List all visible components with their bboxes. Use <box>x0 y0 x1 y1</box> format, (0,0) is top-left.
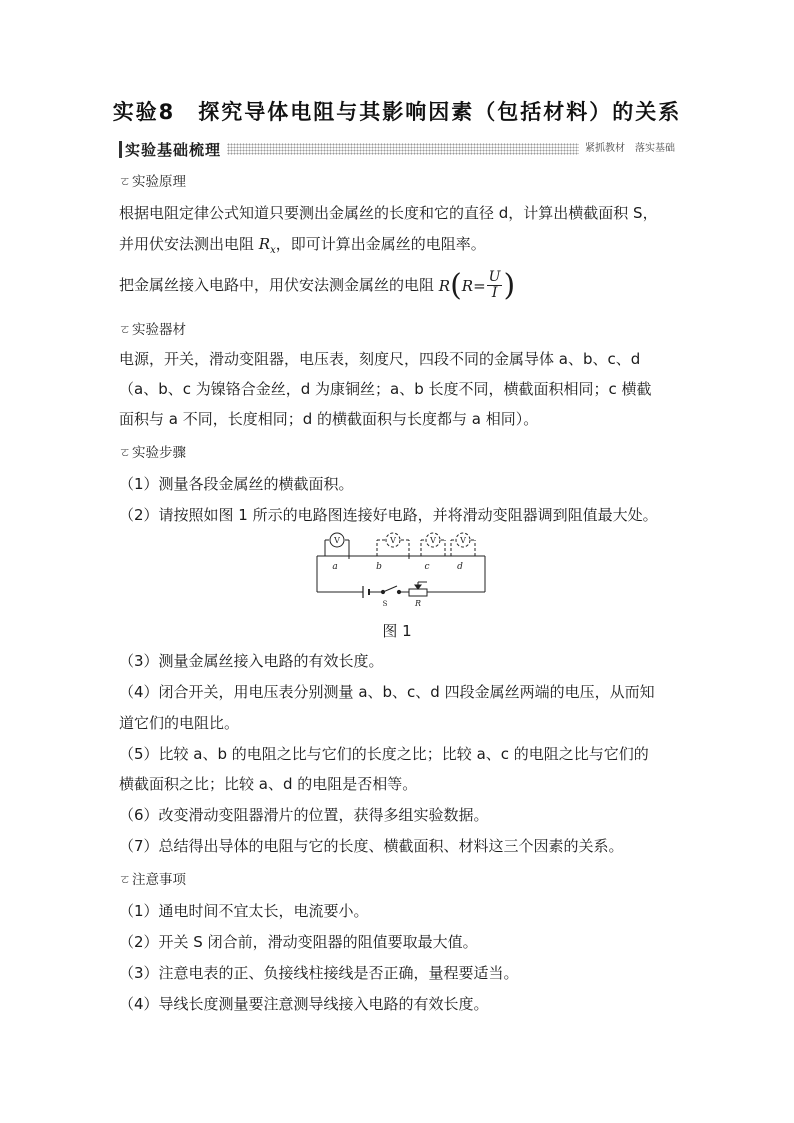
step-7: （7）总结得出导体的电阻与它的长度、横截面积、材料这三个因素的关系。 <box>119 837 624 855</box>
step-3: （3）测量金属丝接入电路的有效长度。 <box>119 652 384 670</box>
heading-steps-label: 实验步骤 <box>132 445 187 461</box>
sprout-icon: ㄛ <box>119 444 132 459</box>
step-2: （2）请按照如图 1 所示的电路图连接好电路，并将滑动变阻器调到阻值最大处。 <box>119 506 658 524</box>
materials-line-3: 面积与 a 不同，长度相同；d 的横截面积与长度都与 a 相同）。 <box>119 410 539 428</box>
voltmeter-label: V <box>460 536 466 545</box>
heading-notes <box>119 868 186 888</box>
step-1: （1）测量各段金属丝的横截面积。 <box>119 475 354 493</box>
page-title: 实验8 探究导体电阻与其影响因素（包括材料）的关系 <box>112 100 682 124</box>
switch-blade <box>383 586 397 592</box>
formula-fraction <box>487 270 503 301</box>
materials-line-1: 电源，开关，滑动变阻器，电压表，刻度尺，四段不同的金属导体 a、b、c、d <box>119 350 641 368</box>
segment-a-label: a <box>332 562 338 572</box>
formula-lhs: R <box>438 276 451 295</box>
sprout-icon: ㄛ <box>119 871 132 886</box>
principle-line-1: 根据电阻定律公式知道只要测出金属丝的长度和它的直径 d，计算出横截面积 S， <box>119 204 658 222</box>
ohm-formula: R ( R= $\frac{U}{I}$ ) <box>438 267 516 303</box>
band-bar <box>119 141 122 158</box>
note-4: （4）导线长度测量要注意测导线接入电路的有效长度。 <box>119 995 489 1013</box>
formula-numerator: U <box>488 269 501 285</box>
step-4-line-2: 道它们的电阻比。 <box>119 714 240 732</box>
section-band <box>119 140 675 158</box>
note-2: （2）开关 S 闭合前，滑动变阻器的阻值要取最大值。 <box>119 933 478 951</box>
switch-label: S <box>382 600 388 608</box>
formula-denominator: I <box>491 285 498 301</box>
principle-line-3 <box>119 268 689 303</box>
heading-principle-label: 实验原理 <box>132 174 187 190</box>
resistance-subscript: x <box>270 245 276 256</box>
voltmeter-label: V <box>334 536 340 545</box>
step-6: （6）改变滑动变阻器滑片的位置，获得多组实验数据。 <box>119 806 489 824</box>
heading-materials <box>119 318 186 338</box>
heading-steps <box>119 441 186 461</box>
sprout-icon: ㄛ <box>119 173 132 188</box>
materials-line-2: （a、b、c 为镍铬合金丝，d 为康铜丝；a、b 长度不同，横截面积相同；c 横截 <box>119 380 652 398</box>
principle-line-2b: ，即可计算出金属丝的电阻率。 <box>275 235 486 253</box>
principle-line-3-text: 把金属丝接入电路中，用伏安法测金属丝的电阻 <box>119 276 439 294</box>
band-note: 紧抓教材 落实基础 <box>579 141 675 157</box>
heading-notes-label: 注意事项 <box>132 872 187 888</box>
principle-line-2 <box>119 234 689 261</box>
band-title: 实验基础梳理 <box>125 140 222 159</box>
band-dots <box>227 143 675 155</box>
principle-line-2a: 并用伏安法测出电阻 <box>119 235 259 253</box>
circuit-diagram <box>305 532 491 612</box>
sprout-icon: ㄛ <box>119 321 132 336</box>
voltmeter-label: V <box>390 536 396 545</box>
segment-d-label: d <box>457 562 463 572</box>
step-5-line-1: （5）比较 a、b 的电阻之比与它们的长度之比；比较 a、c 的电阻之比与它们的 <box>119 745 649 763</box>
figure-caption: 图 1 <box>382 622 412 640</box>
segment-b-label: b <box>376 562 382 572</box>
note-1: （1）通电时间不宜太长，电流要小。 <box>119 902 369 920</box>
resistance-symbol: R <box>258 235 271 253</box>
heading-principle <box>119 170 186 190</box>
voltmeter-label: V <box>430 536 436 545</box>
segment-c-label: c <box>424 562 430 572</box>
note-3: （3）注意电表的正、负接线柱接线是否正确，量程要适当。 <box>119 964 519 982</box>
rheostat-body <box>409 589 427 596</box>
step-5-line-2: 横截面积之比；比较 a、d 的电阻是否相等。 <box>119 775 418 793</box>
step-4-line-1: （4）闭合开关，用电压表分别测量 a、b、c、d 四段金属丝两端的电压，从而知 <box>119 683 655 701</box>
rheostat-label: R <box>414 599 422 608</box>
heading-materials-label: 实验器材 <box>132 322 187 338</box>
formula-inner: R= <box>461 276 486 295</box>
